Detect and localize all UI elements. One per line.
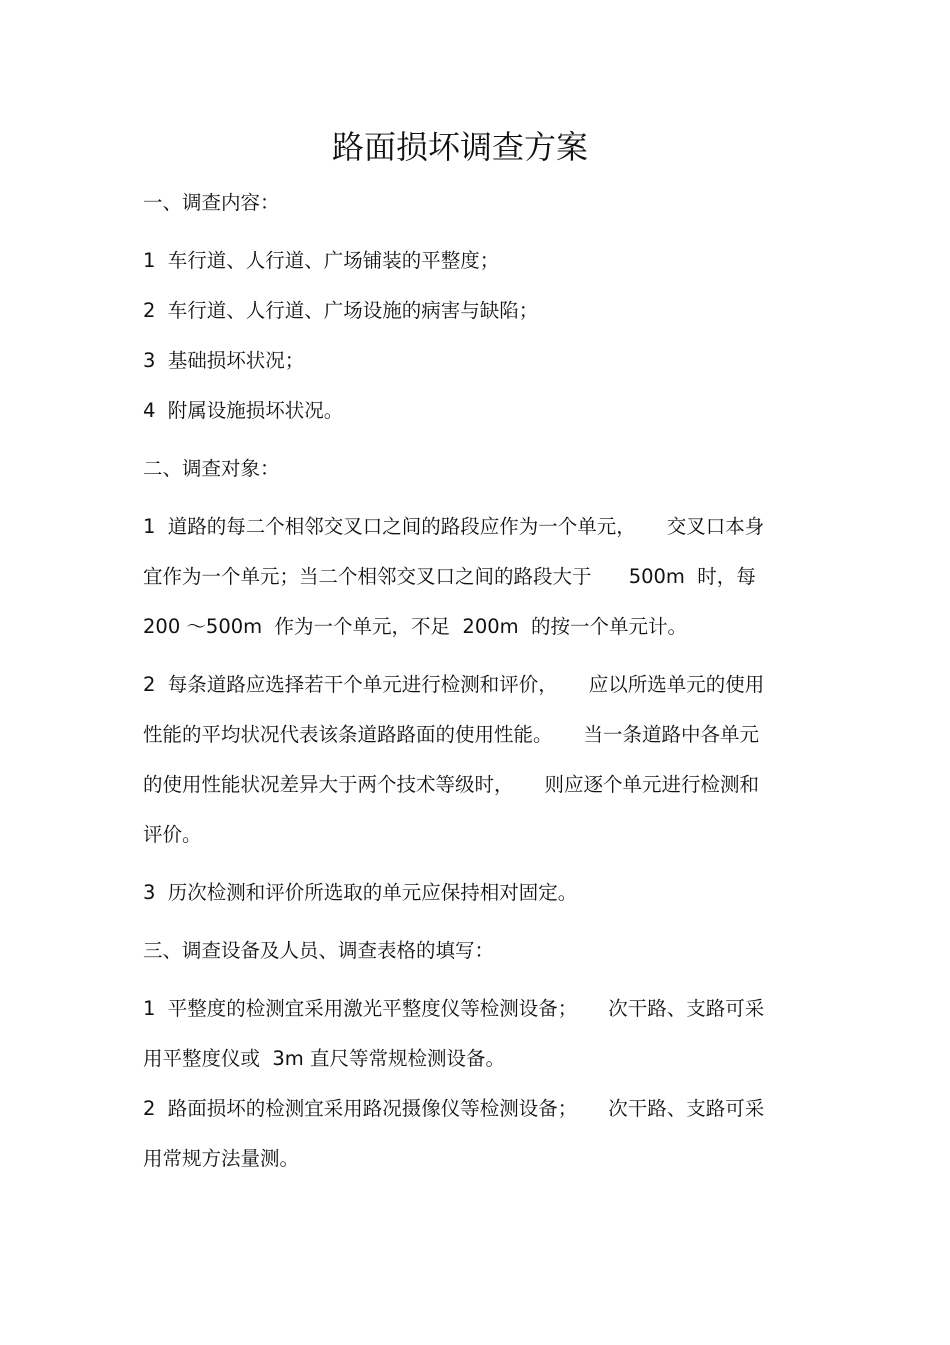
document-title: 路面损坏调查方案 (331, 128, 588, 166)
section-heading-objects: 二、调查对象： (143, 457, 280, 480)
paragraph-line: 4 附属设施损坏状况。 (143, 399, 344, 422)
paragraph-line: 2 路面损坏的检测宜采用路况摄像仪等检测设备； 次干路、支路可采 (143, 1097, 765, 1120)
paragraph-line: 的使用性能状况差异大于两个技术等级时， 则应逐个单元进行检测和 (143, 773, 759, 796)
paragraph-line: 用常规方法量测。 (143, 1147, 300, 1170)
paragraph-line: 200 ～500m 作为一个单元，不足 200m 的按一个单元计。 (143, 615, 688, 638)
paragraph-line: 2 每条道路应选择若干个单元进行检测和评价， 应以所选单元的使用 (143, 673, 765, 696)
paragraph-line: 用平整度仪或 3m 直尺等常规检测设备。 (143, 1047, 505, 1070)
paragraph-line: 3 基础损坏状况； (143, 349, 305, 372)
paragraph-line: 性能的平均状况代表该条道路路面的使用性能。 当一条道路中各单元 (143, 723, 759, 746)
paragraph-line: 1 道路的每二个相邻交叉口之间的路段应作为一个单元， 交叉口本身 (143, 515, 765, 538)
paragraph-line: 1 平整度的检测宜采用激光平整度仪等检测设备； 次干路、支路可采 (143, 997, 765, 1020)
section-heading-equipment: 三、调查设备及人员、调查表格的填写： (143, 939, 495, 962)
section-heading-content: 一、调查内容： (143, 191, 280, 214)
paragraph-line: 宜作为一个单元；当二个相邻交叉口之间的路段大于 500m 时，每 (143, 565, 756, 588)
paragraph-line: 1 车行道、人行道、广场铺装的平整度； (143, 249, 500, 272)
paragraph-line: 评价。 (143, 823, 202, 846)
paragraph-line: 2 车行道、人行道、广场设施的病害与缺陷； (143, 299, 539, 322)
paragraph-line: 3 历次检测和评价所选取的单元应保持相对固定。 (143, 881, 578, 904)
